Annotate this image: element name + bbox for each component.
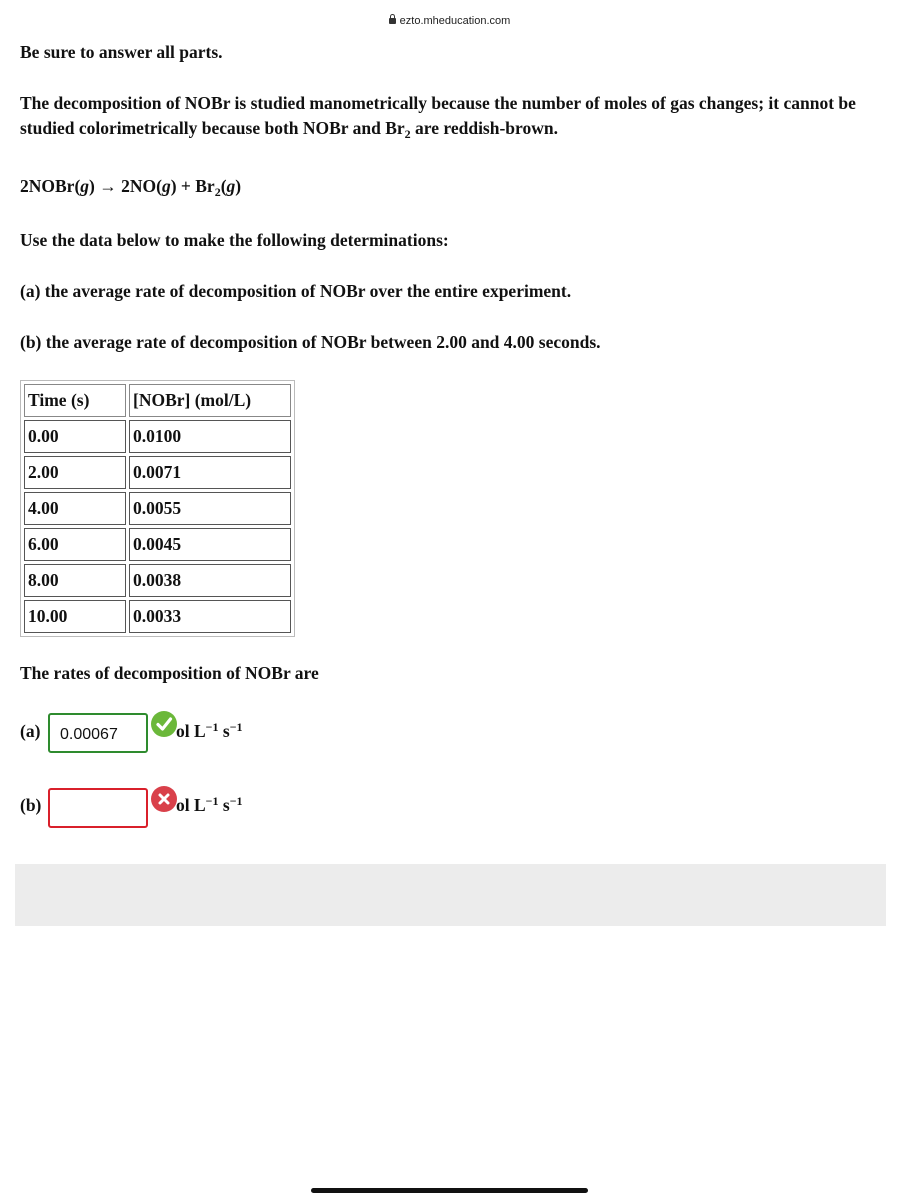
answer-a-input[interactable]: 0.00067 <box>48 713 148 753</box>
use-data-text: Use the data below to make the following determinations: <box>20 230 449 250</box>
problem-intro: The decomposition of NOBr is studied manometrically because the number of moles of gas changes; it cannot be studied colorimetrically because both NOBr and $Br_2$ are reddish-brown. <box>20 93 856 141</box>
table-cell-time: 0.00 <box>24 420 126 453</box>
reaction-equation: 2NOBr(g) → $2NO(g) + Br_2(g)$ <box>20 176 242 199</box>
table-cell-concentration: 0.0100 <box>129 420 291 453</box>
table-cell-concentration: 0.0055 <box>129 492 291 525</box>
lock-icon <box>389 18 396 24</box>
answers-lead: The rates of decomposition of NOBr are <box>20 663 319 683</box>
answer-b-unit: ol $L^{-1}$ $s^{-1}$ <box>176 794 243 815</box>
answer-b-label: (b) <box>20 795 42 815</box>
question-part-a: (a) the average rate of decomposition of NOBr over the entire experiment. <box>20 281 572 301</box>
answer-a-label: (a) <box>20 721 41 741</box>
table-row <box>24 420 291 453</box>
question-part-b: (b) the average rate of decomposition of NOBr between 2.00 and 4.00 seconds. <box>20 332 601 352</box>
table-row <box>24 528 291 561</box>
table-cell-time: 4.00 <box>24 492 126 525</box>
table-row <box>24 564 291 597</box>
table-row <box>24 492 291 525</box>
table-cell-time: 8.00 <box>24 564 126 597</box>
footer-panel <box>15 864 886 926</box>
answer-b-input[interactable] <box>48 788 148 828</box>
table-cell-time: 2.00 <box>24 456 126 489</box>
table-cell-concentration: 0.0038 <box>129 564 291 597</box>
table-row <box>24 456 291 489</box>
table-cell-concentration: 0.0045 <box>129 528 291 561</box>
table-header-time: Time (s) <box>24 384 126 417</box>
browser-status-bar <box>0 0 899 38</box>
x-icon <box>151 786 177 812</box>
url-text: ezto.mheducation.com <box>399 15 511 27</box>
table-row <box>24 600 291 633</box>
home-indicator[interactable] <box>311 1188 588 1193</box>
table-header-concentration: [NOBr] (mol/L) <box>129 384 291 417</box>
table-cell-concentration: 0.0071 <box>129 456 291 489</box>
address-bar[interactable] <box>0 15 899 27</box>
instructions: Be sure to answer all parts. <box>20 42 223 62</box>
data-table <box>20 380 295 637</box>
table-cell-time: 6.00 <box>24 528 126 561</box>
check-icon <box>151 711 177 737</box>
answer-a-unit: ol $L^{-1}$ $s^{-1}$ <box>176 720 243 741</box>
table-cell-concentration: 0.0033 <box>129 600 291 633</box>
table-cell-time: 10.00 <box>24 600 126 633</box>
table-header-row <box>24 384 291 417</box>
